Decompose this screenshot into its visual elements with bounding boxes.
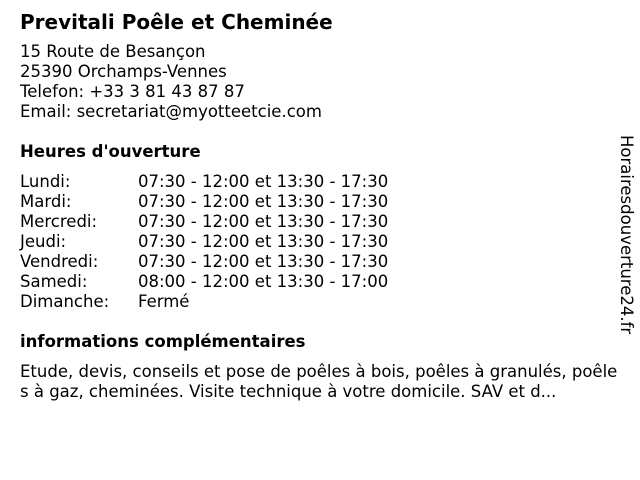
hours-row-tuesday bbox=[20, 192, 620, 212]
additional-info-heading: informations complémentaires bbox=[20, 332, 306, 351]
business-info-card bbox=[20, 10, 620, 402]
hours-row-monday bbox=[20, 172, 620, 192]
time-range: 07:30 - 12:00 et 13:30 - 17:30 bbox=[138, 252, 389, 271]
time-range: 07:30 - 12:00 et 13:30 - 17:30 bbox=[138, 192, 389, 211]
day-label: Jeudi: bbox=[20, 232, 67, 251]
additional-info-text: Etude, devis, conseils et pose de poêles à bois, poêles à granulés, poêles à gaz, cheminées. Visite technique à votre domicile. SAV et d... bbox=[20, 362, 618, 401]
day-label: Mardi: bbox=[20, 192, 72, 211]
time-range: Fermé bbox=[138, 292, 190, 311]
day-label: Lundi: bbox=[20, 172, 71, 191]
hours-row-wednesday bbox=[20, 212, 620, 232]
time-range: 07:30 - 12:00 et 13:30 - 17:30 bbox=[138, 172, 389, 191]
contact-block bbox=[20, 42, 620, 122]
address-line-2: 25390 Orchamps-Vennes bbox=[20, 62, 227, 81]
hours-row-thursday bbox=[20, 232, 620, 252]
phone-number: Telefon: +33 3 81 43 87 87 bbox=[20, 82, 245, 101]
day-label: Samedi: bbox=[20, 272, 88, 291]
time-range: 07:30 - 12:00 et 13:30 - 17:30 bbox=[138, 232, 389, 251]
day-label: Dimanche: bbox=[20, 292, 110, 311]
hours-row-friday bbox=[20, 252, 620, 272]
day-label: Vendredi: bbox=[20, 252, 99, 271]
business-name: Previtali Poêle et Cheminée bbox=[20, 10, 333, 34]
opening-hours-table bbox=[20, 172, 620, 312]
opening-hours-heading: Heures d'ouverture bbox=[20, 142, 201, 161]
email-address: Email: secretariat@myotteetcie.com bbox=[20, 102, 322, 121]
time-range: 07:30 - 12:00 et 13:30 - 17:30 bbox=[138, 212, 389, 231]
hours-row-sunday bbox=[20, 292, 620, 312]
address-line-1: 15 Route de Besançon bbox=[20, 42, 206, 61]
site-watermark: Horairesdouverture24.fr bbox=[617, 135, 636, 335]
time-range: 08:00 - 12:00 et 13:30 - 17:00 bbox=[138, 272, 389, 291]
day-label: Mercredi: bbox=[20, 212, 98, 231]
hours-row-saturday bbox=[20, 272, 620, 292]
